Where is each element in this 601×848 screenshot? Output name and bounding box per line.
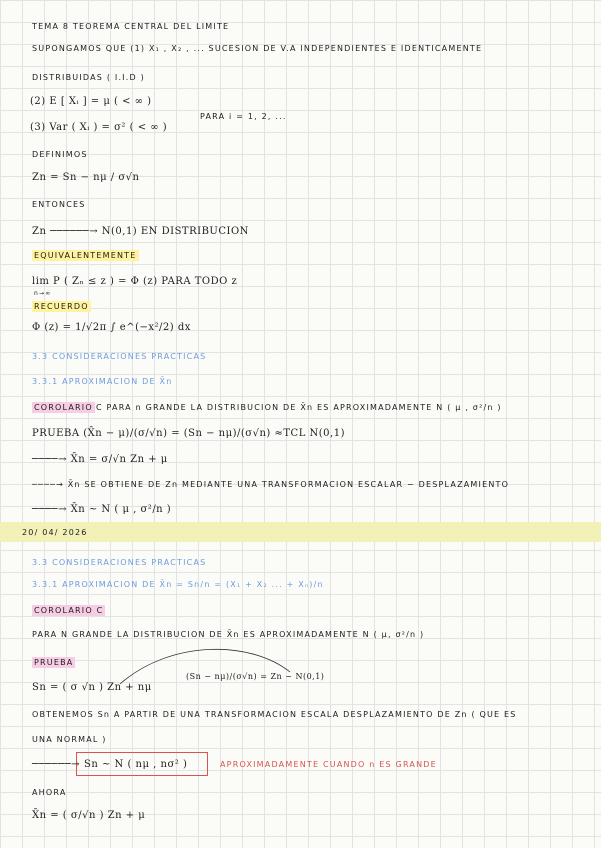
equivalently-label: EQUIVALENTEMENTE [34, 251, 137, 260]
index-range: PARA i = 1, 2, ... [200, 112, 287, 121]
hypothesis-3: (3) Var ( Xᵢ ) = σ² ( < ∞ ) [30, 122, 168, 133]
topic-title: TEMA 8 TEOREMA CENTRAL DEL LIMITE [32, 22, 230, 31]
subsection-heading-2: 3.3.1 APROXIMACION DE X̄n = Sn/n = (X₁ + X₂ ... + Xₙ)/n [32, 580, 324, 589]
transformation-line: OBTENEMOS Sn A PARTIR DE UNA TRANSFORMACION ESCALA DESPLAZAMIENTO DE Zn ( QUE ES [32, 710, 517, 719]
xbar-expression: X̄n = ( σ/√n ) Zn + μ [32, 810, 146, 821]
corollary-label-2: COROLARIO C [34, 606, 104, 615]
section-heading-1: 3.3 CONSIDERACIONES PRACTICAS [32, 352, 207, 361]
approximation-note: APROXIMADAMENTE CUANDO n ES GRANDE [220, 760, 437, 769]
hypothesis-2: (2) E [ Xᵢ ] = μ ( < ∞ ) [30, 96, 152, 107]
limit-subscript: n→∞ [34, 290, 52, 297]
limit-statement: lim P ( Zₙ ≤ z ) = Φ (z) PARA TODO z [32, 276, 238, 287]
definimos-label: DEFINIMOS [32, 150, 88, 159]
prueba-label-2: PRUEBA [34, 658, 74, 667]
sn-distribution: Sn ~ N ( nμ , nσ² ) [84, 759, 188, 770]
zn-definition: Zn = Sn − nμ / σ√n [32, 172, 140, 183]
result-arrow: ──────→ [32, 759, 81, 770]
subsection-heading-1: 3.3.1 APROXIMACION DE X̄n [32, 377, 173, 386]
proof-1-step-2: ────→ X̄n SE OBTIENE DE Zn MEDIANTE UNA TRANSFORMACION ESCALAR − DESPLAZAMIENTO [32, 480, 510, 489]
arc-stroke [120, 649, 290, 684]
proof-1-step-1: ────→ X̄n = σ/√n Zn + μ [32, 454, 168, 465]
corollary-statement-1: C PARA n GRANDE LA DISTRIBUCION DE X̄n ES APROXIMADAMENTE N ( μ , σ²/n ) [96, 403, 502, 412]
proof-1: PRUEBA (X̄n − μ)/(σ/√n) = (Sn − nμ)/(σ√n) ≈TCL N(0,1) [32, 428, 345, 439]
sn-expression: Sn = ( σ √n ) Zn + nμ [32, 682, 152, 693]
zn-normal-note: (Sn − nμ)/(σ√n) = Zn ~ N(0,1) [186, 672, 325, 681]
hypothesis-1: SUPONGAMOS QUE (1) X₁ , X₂ , ... SUCESION DE V.A INDEPENDIENTES E IDENTICAMENTE [32, 44, 483, 53]
recuerdo-label: RECUERDO [34, 302, 89, 311]
entonces-label: ENTONCES [32, 200, 86, 209]
convergence-statement: Zn ──────→ N(0,1) EN DISTRIBUCION [32, 226, 249, 237]
corollary-statement-2: PARA N GRANDE LA DISTRIBUCION DE X̄n ES APROXIMADAMENTE N ( μ, σ²/n ) [32, 630, 425, 639]
date-label: 20/ 04/ 2026 [22, 528, 88, 537]
ahora-label: AHORA [32, 788, 67, 797]
section-heading-2: 3.3 CONSIDERACIONES PRACTICAS [32, 558, 207, 567]
proof-1-step-3: ────→ X̄n ~ N ( μ , σ²/n ) [32, 504, 172, 515]
corollary-label-1: COROLARIO [34, 403, 93, 412]
normal-note: UNA NORMAL ) [32, 735, 107, 744]
iid-line: DISTRIBUIDAS ( I.I.D ) [32, 73, 145, 82]
phi-integral: Φ (z) = 1/√2π ∫ e^(−x²/2) dx [32, 322, 191, 333]
